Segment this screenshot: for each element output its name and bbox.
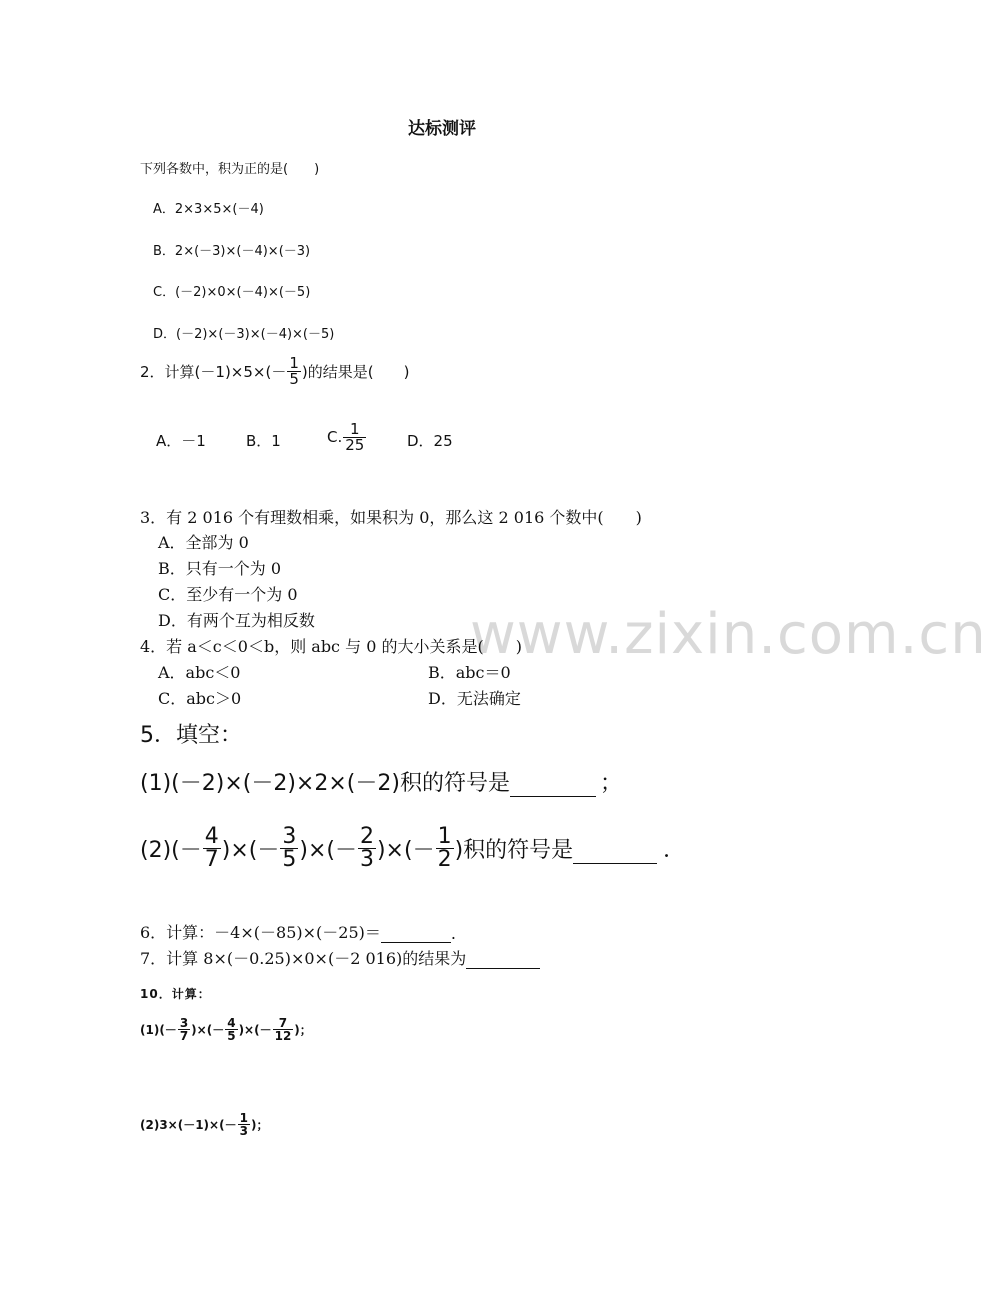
q2-option-c-fraction <box>343 419 366 454</box>
q10-fraction-3 <box>273 1017 294 1042</box>
fraction-denominator: 5 <box>282 846 297 872</box>
fraction-numerator: 3 <box>282 823 297 849</box>
fraction-numerator: 2 <box>359 823 374 849</box>
q10-fraction-1 <box>178 1017 190 1042</box>
q10-fraction-2 <box>225 1017 237 1042</box>
q2-prefix: 2．计算(－1)×5×(－ <box>140 362 287 381</box>
fraction-denominator: 12 <box>274 1028 292 1043</box>
fraction-denominator: 5 <box>289 369 299 388</box>
fraction-numerator: 7 <box>278 1015 288 1030</box>
q2-stem <box>140 348 409 394</box>
q6-text: 6．计算：－4×(－85)×(－25)＝ <box>140 923 381 942</box>
q10-part1-suffix: )； <box>294 1022 312 1037</box>
q5-part2-suffix: )积的符号是 <box>454 837 574 863</box>
q3-option-c: C．至少有一个为 0 <box>158 585 298 604</box>
q2-fraction <box>287 353 301 388</box>
fraction-numerator: 4 <box>227 1015 236 1030</box>
q10-part2-prefix: (2)3×(－1)×(－ <box>140 1117 237 1132</box>
q3-option-a: A．全部为 0 <box>158 533 249 552</box>
q6-end: . <box>450 924 456 943</box>
q2-option-d: D．25 <box>407 432 453 450</box>
q1-option-b: B．2×(－3)×(－4)×(－3) <box>153 244 311 259</box>
fraction-denominator: 25 <box>345 435 365 454</box>
q6-blank <box>381 924 451 943</box>
q1-option-c: C．(－2)×0×(－4)×(－5) <box>153 285 311 300</box>
q5-part1 <box>140 766 622 797</box>
q1-option-a: A．2×3×5×(－4) <box>153 202 264 217</box>
fraction-numerator: 3 <box>179 1015 189 1030</box>
q6 <box>140 920 456 943</box>
fraction-denominator: 3 <box>239 1123 248 1138</box>
q2-option-b: B．1 <box>246 432 281 450</box>
fraction-denominator: 3 <box>359 846 374 872</box>
fraction-numerator: 1 <box>239 1110 248 1125</box>
q5-part2 <box>140 812 685 884</box>
q10-separator: )×(－ <box>191 1022 225 1037</box>
q5-part2-end: ． <box>663 837 686 863</box>
q2-suffix: )的结果是( ) <box>301 362 410 381</box>
q3-stem: 3．有 2 016 个有理数相乘，如果积为 0，那么这 2 016 个数中( ) <box>140 508 642 527</box>
fraction-denominator: 7 <box>204 846 219 872</box>
q10-part1-prefix: (1)(－ <box>140 1022 177 1037</box>
q1-option-d: D．(－2)×(－3)×(－4)×(－5) <box>153 327 335 342</box>
q4-option-c: C．abc＞0 <box>158 689 242 708</box>
fraction-denominator: 2 <box>437 846 452 872</box>
q3-option-b: B．只有一个为 0 <box>158 559 282 578</box>
q10-heading: 10．计算： <box>140 987 211 1001</box>
fraction-denominator: 7 <box>179 1028 189 1043</box>
q2-option-c <box>327 412 367 462</box>
q4-option-b: B．abc＝0 <box>428 663 511 682</box>
q5-fraction-1 <box>203 823 221 872</box>
q10-part2 <box>140 1106 268 1142</box>
q7-text: 7．计算 8×(－0.25)×0×(－2 016)的结果为 <box>140 949 467 968</box>
q5-part2-blank <box>573 839 657 864</box>
q5-separator: )×(－ <box>299 837 357 863</box>
q5-separator: )×(－ <box>376 837 435 863</box>
q5-fraction-3 <box>358 823 376 872</box>
q5-part1-end: ； <box>599 771 622 796</box>
fraction-numerator: 1 <box>289 353 299 372</box>
watermark: www.zixin.com.cn <box>470 602 987 667</box>
q5-heading: 5．填空： <box>140 723 242 748</box>
q3-option-d: D．有两个互为相反数 <box>158 611 315 630</box>
q4-stem: 4．若 a＜c＜0＜b，则 abc 与 0 的大小关系是( ) <box>140 637 522 656</box>
q10-part1 <box>140 1011 312 1047</box>
q5-part1-blank <box>510 772 596 797</box>
q5-part1-text: (1)(－2)×(－2)×2×(－2)积的符号是 <box>140 771 510 796</box>
q7 <box>140 946 540 969</box>
fraction-numerator: 1 <box>350 419 360 438</box>
q2-option-c-label: C. <box>327 428 343 446</box>
q5-part2-prefix: (2)(－ <box>140 837 202 863</box>
q2-option-a: A．－1 <box>156 432 206 450</box>
q10-separator: )×(－ <box>238 1022 272 1037</box>
q1-stem: 下列各数中，积为正的是( ) <box>140 162 320 177</box>
q10-part2-fraction <box>238 1112 250 1137</box>
page-title: 达标测评 <box>408 119 476 139</box>
fraction-denominator: 5 <box>227 1028 236 1043</box>
fraction-numerator: 4 <box>204 823 219 849</box>
q5-fraction-2 <box>280 823 298 872</box>
q10-part2-suffix: )； <box>250 1117 269 1132</box>
q7-blank <box>466 950 540 969</box>
q4-option-a: A．abc＜0 <box>158 663 241 682</box>
q4-option-d: D．无法确定 <box>428 689 521 708</box>
fraction-numerator: 1 <box>437 823 452 849</box>
q5-fraction-4 <box>436 823 454 872</box>
q5-separator: )×(－ <box>221 837 280 863</box>
